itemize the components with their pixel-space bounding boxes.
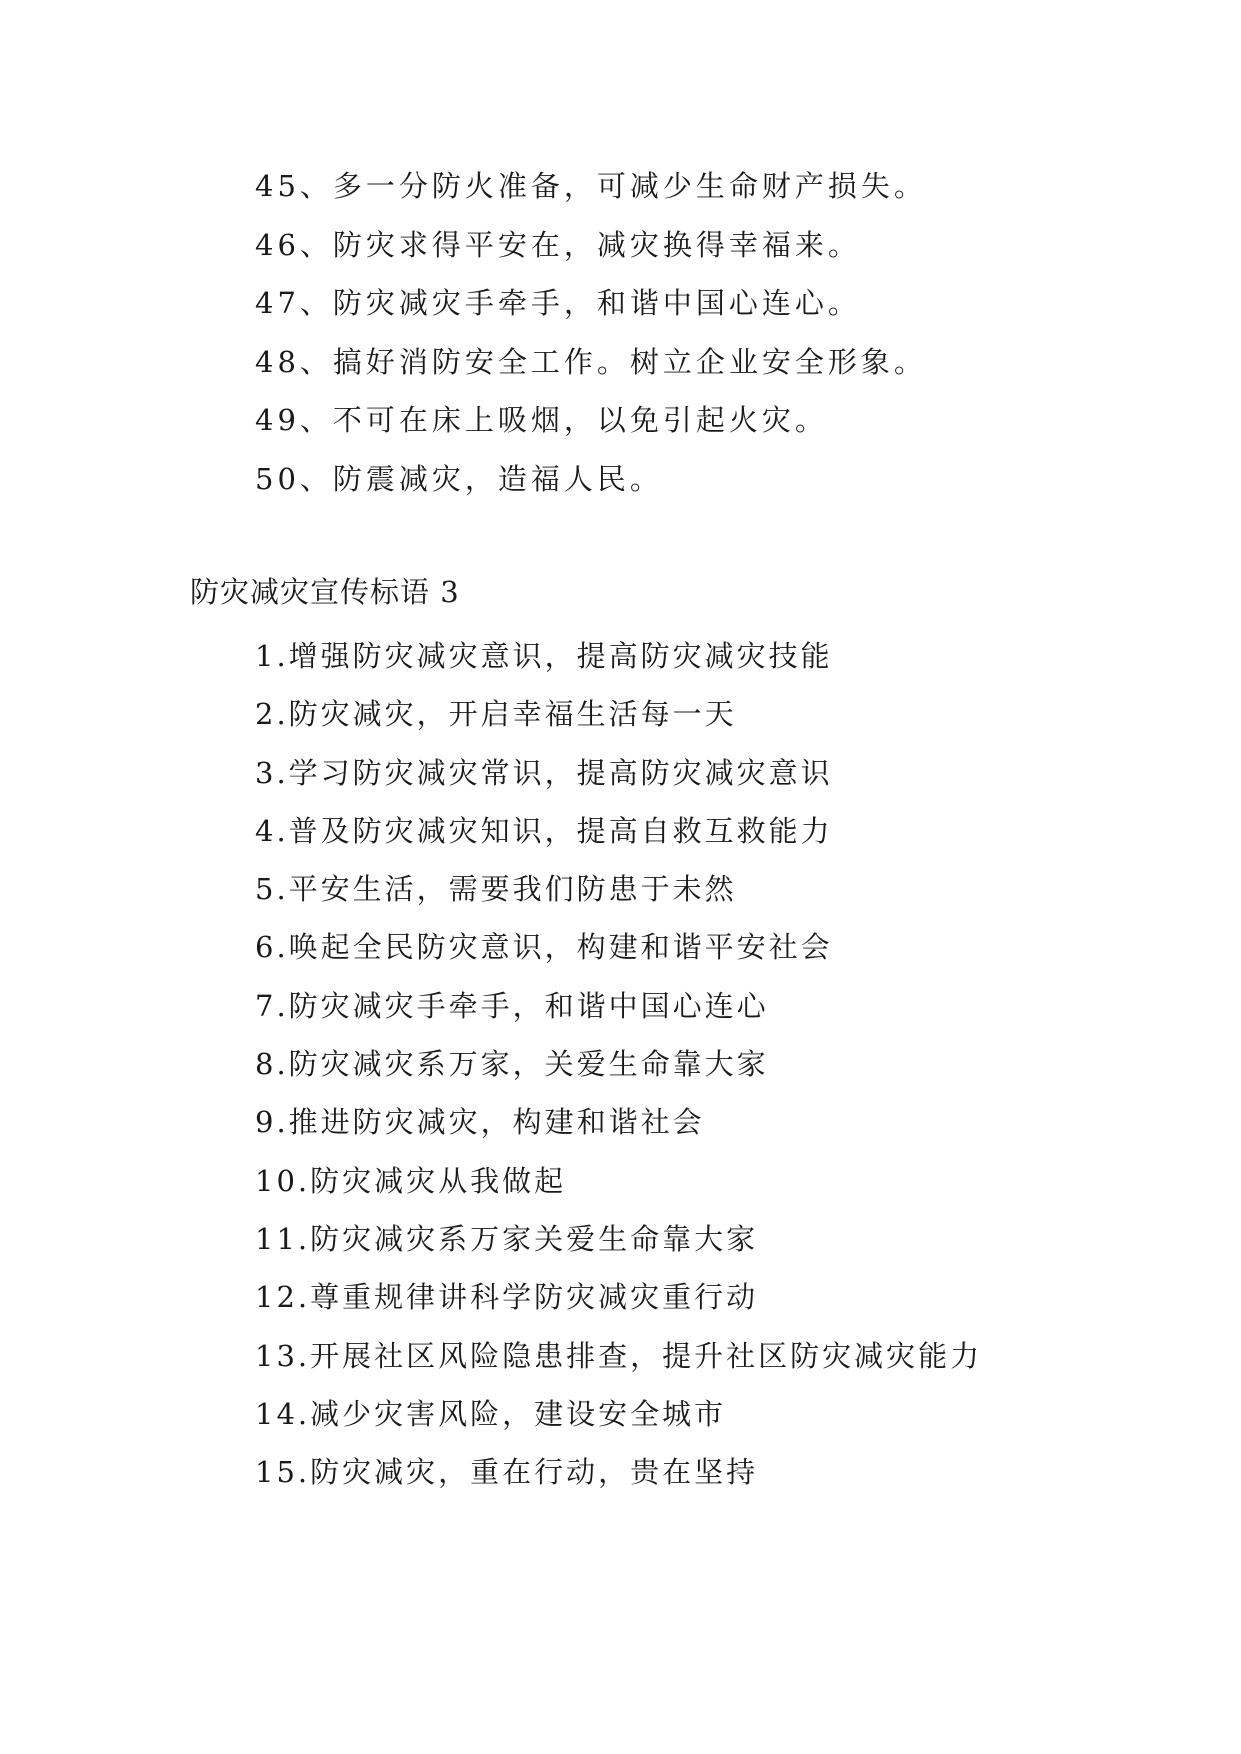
list-item: 7.防灾减灾手牵手，和谐中国心连心 [255,988,769,1023]
list-item: 48、搞好消防安全工作。树立企业安全形象。 [255,344,927,379]
section-heading: 防灾减灾宣传标语 3 [190,575,460,609]
list-item: 49、不可在床上吸烟，以免引起火灾。 [255,403,828,438]
list-item: 10.防灾减灾从我做起 [255,1163,567,1198]
list-item: 13.开展社区风险隐患排查，提升社区防灾减灾能力 [255,1338,983,1373]
list-item: 2.防灾减灾，开启幸福生活每一天 [255,697,737,732]
slogan-list-continued [255,157,927,509]
list-item: 4.普及防灾减灾知识，提高自救互救能力 [255,813,833,848]
list-item: 1.增强防灾减灾意识，提高防灾减灾技能 [255,639,833,673]
list-item: 5.平安生活，需要我们防患于未然 [255,872,737,907]
list-item: 9.推进防灾减灾，构建和谐社会 [255,1105,705,1140]
slogan-list-section-3 [255,627,982,1501]
list-item: 47、防灾减灾手牵手，和谐中国心连心。 [255,286,861,321]
list-item: 45、多一分防火准备，可减少生命财产损失。 [255,169,927,203]
list-item: 8.防灾减灾系万家，关爱生命靠大家 [255,1047,769,1082]
list-item: 6.唤起全民防灾意识，构建和谐平安社会 [255,930,833,965]
list-item: 46、防灾求得平安在，减灾换得幸福来。 [255,227,861,262]
list-item: 11.防灾减灾系万家关爱生命靠大家 [255,1221,759,1256]
list-item: 3.学习防灾减灾常识，提高防灾减灾意识 [255,755,833,790]
list-item: 50、防震减灾，造福人民。 [255,461,663,496]
list-item: 12.尊重规律讲科学防灾减灾重行动 [255,1280,759,1315]
list-item: 14.减少灾害风险，建设安全城市 [255,1396,727,1431]
list-item: 15.防灾减灾，重在行动，贵在坚持 [255,1455,759,1490]
